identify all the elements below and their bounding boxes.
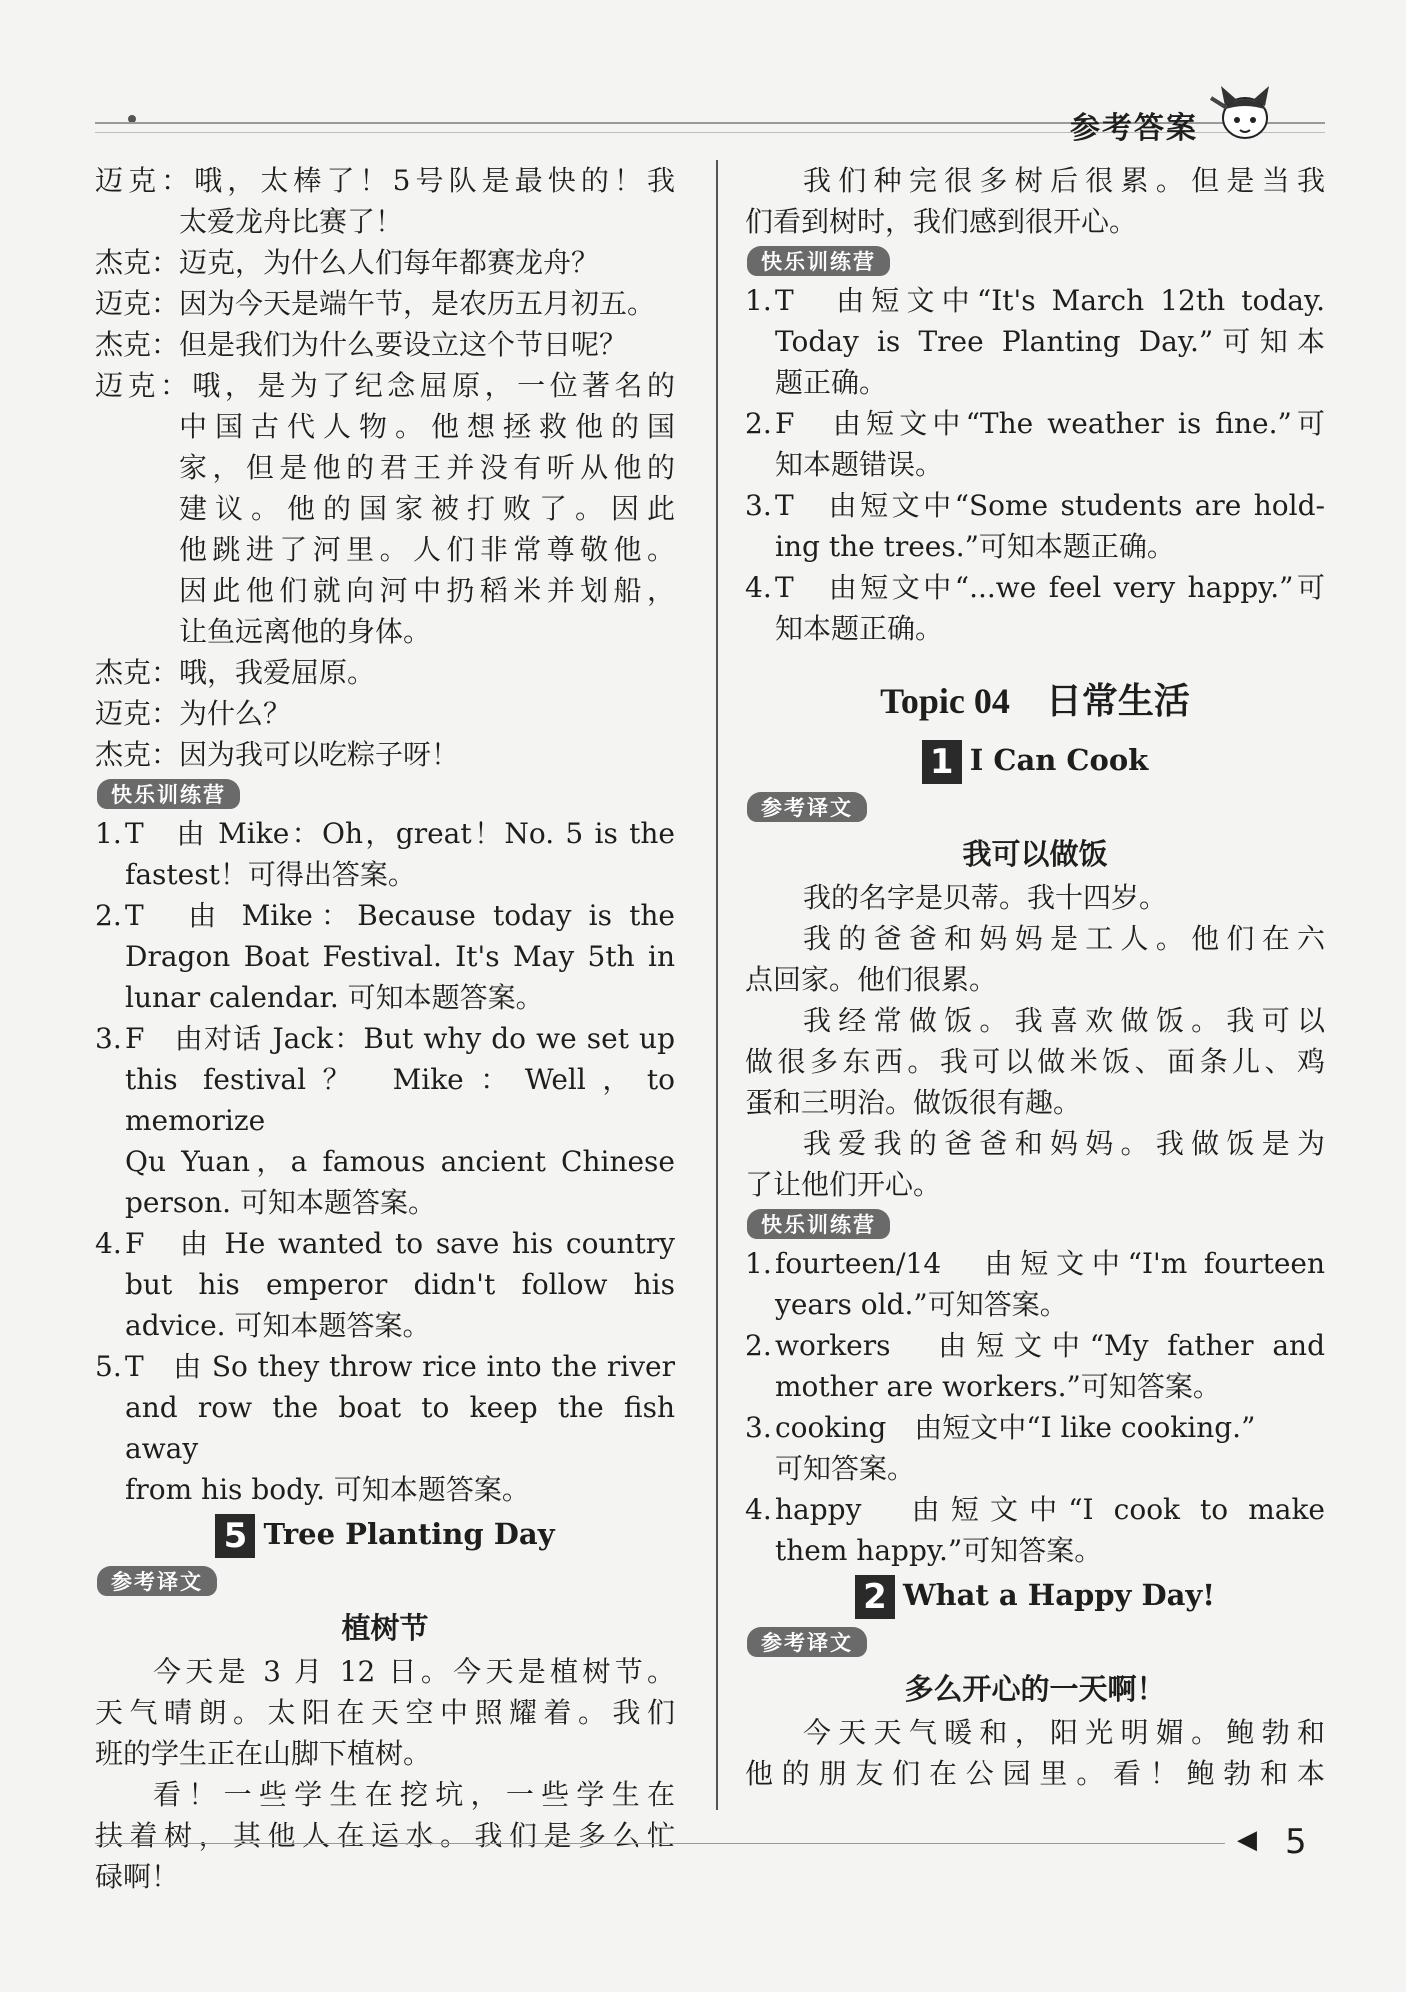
answer-line: person. 可知本题答案。 (125, 1186, 436, 1219)
answer-line: Qu Yuan，a famous ancient Chinese (125, 1145, 675, 1178)
lesson-heading (745, 740, 1325, 784)
topic-heading: Topic 04 日常生活 (880, 681, 1190, 721)
answer-text: T 由 So they throw rice into the river (125, 1350, 675, 1383)
answer-line: Today is Tree Planting Day.”可知本 (775, 325, 1325, 358)
answer-line (95, 813, 675, 854)
dialogue-line: 因此他们就向河中扔稻米并划船， (179, 574, 675, 607)
answer-text: fourteen/14 由短文中“I'm fourteen (775, 1247, 1325, 1280)
answer-text: T 由短文中“...we feel very happy.”可 (775, 571, 1325, 604)
dialogue-line: 迈克：为什么？ (95, 697, 292, 730)
lesson-number: 5 (215, 1514, 255, 1558)
answer-line (745, 1489, 1325, 1530)
dialogue-line: 迈克：因为今天是端午节，是农历五月初五。 (95, 287, 656, 320)
translation-line: 蛋和三明治。做饭很有趣。 (745, 1086, 1082, 1119)
answer-number: 3. (95, 1022, 122, 1055)
answer-number: 1. (745, 284, 772, 317)
translation-line: 班的学生正在山脚下植树。 (95, 1737, 432, 1770)
section-banner: 快乐训练营 (747, 1209, 890, 1239)
section-banner: 参考译文 (97, 1566, 217, 1596)
answer-line (95, 895, 675, 936)
column-divider (716, 160, 718, 1810)
answer-number: 3. (745, 489, 772, 522)
dialogue-line: 杰克：迈克，为什么人们每年都赛龙舟？ (95, 246, 600, 279)
dialogue-line: 家，但是他的君王并没有听从他的 (179, 451, 675, 484)
dialogue-line: 建议。他的国家被打败了。因此 (179, 492, 675, 525)
right-column (745, 160, 1325, 1794)
answer-number: 4. (745, 571, 772, 604)
answer-line: 知本题错误。 (775, 448, 944, 481)
answer-line: Dragon Boat Festival. It's May 5th in (125, 940, 675, 973)
answer-number: 1. (95, 817, 122, 850)
dialogue-line: 他跳进了河里。人们非常尊敬他。 (179, 533, 675, 566)
translation-line: 点回家。他们很累。 (745, 963, 998, 996)
answer-text: F 由短文中“The weather is fine.”可 (775, 407, 1325, 440)
translation-line: 我经常做饭。我喜欢做饭。我可以 (803, 1004, 1325, 1037)
answer-number: 4. (95, 1227, 122, 1260)
section-banner: 参考译文 (747, 792, 867, 822)
answer-text: T 由短文中“Some students are hold- (775, 489, 1325, 522)
answer-line (95, 1223, 675, 1264)
dialogue-line: 中国古代人物。他想拯救他的国 (179, 410, 675, 443)
lesson-title: Tree Planting Day (263, 1517, 555, 1551)
translation-line: 做很多东西。我可以做米饭、面条儿、鸡 (745, 1045, 1325, 1078)
translation-line: 碌啊！ (95, 1860, 180, 1893)
footer-rule (95, 1843, 1225, 1844)
section-banner: 参考译文 (747, 1627, 867, 1657)
answer-line: but his emperor didn't follow his (125, 1268, 675, 1301)
dialogue-line: 太爱龙舟比赛了！ (179, 205, 404, 238)
dialogue-line: 迈克：哦，是为了纪念屈原，一位著名的 (95, 369, 675, 402)
answer-text: happy 由短文中“I cook to make (775, 1493, 1325, 1526)
answer-line (745, 1325, 1325, 1366)
answer-line: and row the boat to keep the fish away (125, 1391, 675, 1465)
header-label: 参考答案 (1070, 111, 1198, 146)
answer-line (745, 485, 1325, 526)
answer-text: workers 由短文中“My father and (775, 1329, 1325, 1362)
answer-line: 可知答案。 (775, 1452, 916, 1485)
answer-line (745, 1407, 1325, 1448)
answer-line (95, 1346, 675, 1387)
answer-text: F 由 He wanted to save his country (125, 1227, 675, 1260)
answer-number: 2. (745, 1329, 772, 1362)
section-banner: 快乐训练营 (747, 246, 890, 276)
section-banner: 快乐训练营 (97, 779, 240, 809)
translation-line: 今天天气暖和，阳光明媚。鲍勃和 (803, 1716, 1325, 1749)
answer-line: mother are workers.”可知答案。 (775, 1370, 1221, 1403)
lesson-number: 2 (855, 1575, 895, 1619)
answer-line: years old.”可知答案。 (775, 1288, 1068, 1321)
lesson-title: What a Happy Day! (902, 1578, 1216, 1612)
cat-mascot-icon (1205, 80, 1285, 150)
translation-line: 了让他们开心。 (745, 1168, 942, 1201)
translation-line: 他的朋友们在公园里。看！鲍勃和本 (745, 1757, 1325, 1790)
translation-line: 们看到树时，我们感到很开心。 (745, 205, 1138, 238)
dialogue-line: 杰克：哦，我爱屈原。 (95, 656, 376, 689)
translation-line: 我的名字是贝蒂。我十四岁。 (803, 881, 1168, 914)
answer-number: 2. (95, 899, 122, 932)
lesson-heading (95, 1514, 675, 1558)
answer-line: fastest！可得出答案。 (125, 858, 416, 891)
translation-title: 我可以做饭 (962, 837, 1108, 871)
answer-line: from his body. 可知本题答案。 (125, 1473, 530, 1506)
translation-line: 我们种完很多树后很累。但是当我 (803, 164, 1325, 197)
dialogue-line: 迈克：哦，太棒了！5号队是最快的！我 (95, 164, 675, 197)
translation-title: 多么开心的一天啊！ (904, 1672, 1166, 1706)
answer-text: F 由对话 Jack：But why do we set up (125, 1022, 675, 1055)
answer-line (745, 567, 1325, 608)
lesson-title: I Can Cook (969, 743, 1149, 777)
page-number: 5 (1285, 1822, 1307, 1862)
page-arrow-icon: ◀ (1237, 1825, 1257, 1855)
answer-text: T 由短文中“It's March 12th today. (775, 284, 1325, 317)
answer-number: 1. (745, 1247, 772, 1280)
answer-line: 知本题正确。 (775, 612, 944, 645)
answer-number: 4. (745, 1493, 772, 1526)
answer-line: advice. 可知本题答案。 (125, 1309, 431, 1342)
answer-number: 3. (745, 1411, 772, 1444)
answer-text: T 由 Mike：Because today is the (125, 899, 675, 932)
answer-line (95, 1018, 675, 1059)
answer-line: them happy.”可知答案。 (775, 1534, 1103, 1567)
answer-number: 5. (95, 1350, 122, 1383)
translation-line: 看！一些学生在挖坑，一些学生在 (153, 1778, 675, 1811)
answer-line (745, 280, 1325, 321)
lesson-heading (745, 1575, 1325, 1619)
answer-line: this festival？ Mike：Well，to memorize (125, 1063, 675, 1137)
answer-number: 2. (745, 407, 772, 440)
dialogue-line: 杰克：但是我们为什么要设立这个节日呢？ (95, 328, 628, 361)
translation-title: 植树节 (341, 1611, 429, 1645)
left-column (95, 160, 675, 1897)
translation-line: 今天是 3 月 12 日。今天是植树节。 (153, 1655, 675, 1688)
answer-line (745, 1243, 1325, 1284)
translation-line: 我爱我的爸爸和妈妈。我做饭是为 (803, 1127, 1325, 1160)
dialogue-line: 杰克：因为我可以吃粽子呀！ (95, 738, 460, 771)
translation-line: 天气晴朗。太阳在天空中照耀着。我们 (95, 1696, 675, 1729)
translation-line: 我的爸爸和妈妈是工人。他们在六 (803, 922, 1325, 955)
answer-line: ing the trees.”可知本题正确。 (775, 530, 1175, 563)
answer-line: 题正确。 (775, 366, 888, 399)
answer-line: lunar calendar. 可知本题答案。 (125, 981, 544, 1014)
answer-line (745, 403, 1325, 444)
translation-line: 扶着树，其他人在运水。我们是多么忙 (95, 1819, 675, 1852)
lesson-number: 1 (922, 740, 962, 784)
answer-text: T 由 Mike：Oh，great！No. 5 is the (125, 817, 675, 850)
dialogue-line: 让鱼远离他的身体。 (179, 615, 432, 648)
answer-text: cooking 由短文中“I like cooking.” (775, 1411, 1256, 1444)
